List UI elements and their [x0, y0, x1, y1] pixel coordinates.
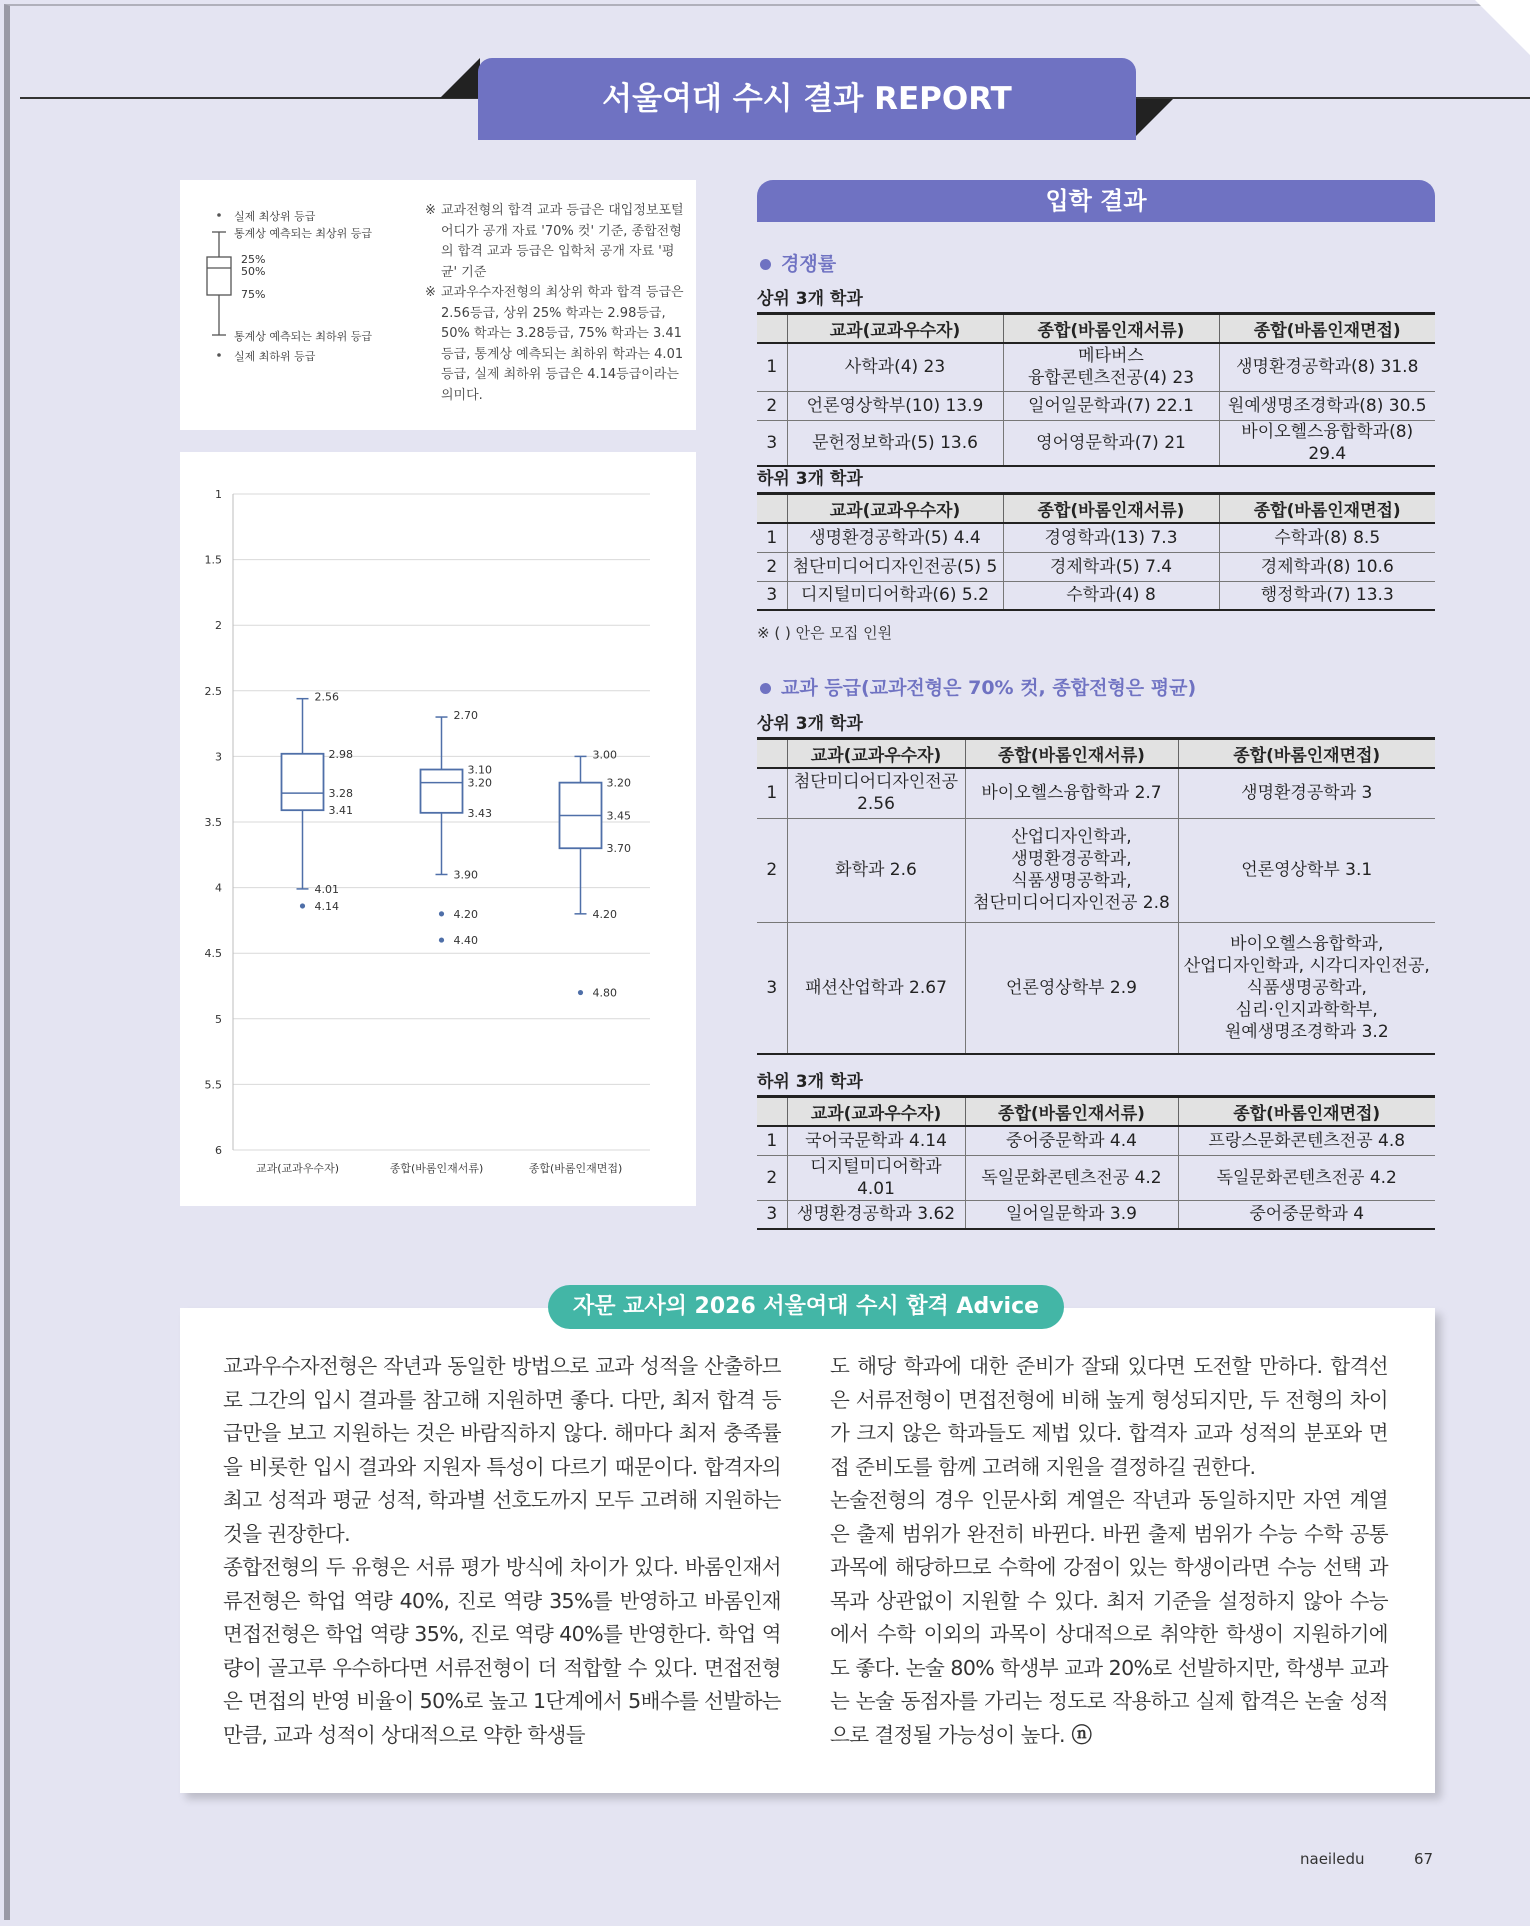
legend-q50: 50% [241, 265, 266, 278]
outlier-point [439, 911, 444, 916]
outlier-point [578, 990, 583, 995]
table-cell: 바이오헬스융합학과, 산업디자인학과, 시각디자인전공, 식품생명공학과, 심리·인지과학학부, 원예생명조경학과 3.2 [1178, 922, 1435, 1054]
footer-page-number: 67 [1414, 1850, 1434, 1868]
table-cell: 바이오헬스융합학과(8) 29.4 [1219, 420, 1435, 466]
column-header: 종합(바롬인재면접) [1219, 494, 1435, 524]
y-tick-label: 3 [215, 750, 222, 764]
rank-header [757, 739, 787, 769]
note-mark: ※ [425, 203, 436, 218]
competition-heading-text: 경쟁률 [781, 253, 837, 275]
table-cell: 경제학과(5) 7.4 [1003, 552, 1219, 581]
column-header: 교과(교과우수자) [787, 739, 965, 769]
legend-q25: 25% [241, 253, 266, 266]
table-cell: 화학과 2.6 [787, 818, 965, 922]
note-mark: ※ [425, 285, 436, 300]
column-header: 종합(바롬인재서류) [1003, 314, 1219, 344]
table-header-row [757, 1097, 1435, 1127]
table-cell: 원예생명조경학과(8) 30.5 [1219, 391, 1435, 420]
value-label: 2.70 [453, 709, 478, 723]
rank-cell: 1 [757, 523, 787, 552]
value-label: 4.14 [314, 899, 339, 913]
legend-actual-top: 실제 최상위 등급 [234, 210, 316, 223]
value-label: 3.20 [606, 776, 631, 790]
table-cell: 산업디자인학과, 생명환경공학과, 식품생명공학과, 첨단미디어디자인전공 2.8 [965, 818, 1178, 922]
legend-note-1: 교과전형의 합격 교과 등급은 대입정보포털 어디가 공개 자료 '70% 컷' 기준, 종합전형의 합격 교과 등급은 입학처 공개 자료 '평균' 기준 [441, 203, 684, 280]
table-row [757, 581, 1435, 610]
grades-top-table [757, 737, 1435, 1055]
table-cell: 생명환경공학과 3 [1178, 768, 1435, 818]
table-header-row [757, 739, 1435, 769]
table-cell: 경영학과(13) 7.3 [1003, 523, 1219, 552]
table-cell: 문헌정보학과(5) 13.6 [787, 420, 1003, 466]
column-header: 종합(바롬인재서류) [965, 739, 1178, 769]
bullet-dot [760, 259, 771, 270]
competition-note: ※ ( ) 안은 모집 인원 [757, 624, 893, 642]
table-cell: 행정학과(7) 13.3 [1219, 581, 1435, 610]
table-cell: 경제학과(8) 10.6 [1219, 552, 1435, 581]
value-label: 3.28 [328, 787, 353, 801]
competition-bottom-table [757, 492, 1435, 611]
page-corner-fold [1475, 0, 1530, 55]
column-header: 종합(바롬인재서류) [1003, 494, 1219, 524]
table-cell: 영어영문학과(7) 21 [1003, 420, 1219, 466]
table-cell: 첨단미디어디자인전공(5) 5 [787, 552, 1003, 581]
table-row [757, 1200, 1435, 1229]
value-label: 3.45 [606, 809, 631, 823]
x-category-label: 종합(바롬인재면접) [528, 1162, 623, 1175]
header-triangle-left [440, 58, 480, 98]
rank-cell: 2 [757, 552, 787, 581]
legend-predicted-bottom: 통계상 예측되는 최하위 등급 [234, 330, 373, 343]
rank-cell: 2 [757, 391, 787, 420]
table-cell: 독일문화콘텐츠전공 4.2 [965, 1155, 1178, 1200]
advice-left-column [223, 1350, 781, 1752]
y-tick-label: 3.5 [204, 816, 222, 829]
rank-cell: 1 [757, 768, 787, 818]
header-triangle-right [1133, 99, 1173, 139]
table-cell: 사학과(4) 23 [787, 343, 1003, 391]
rank-cell: 3 [757, 1200, 787, 1229]
column-header: 종합(바롬인재면접) [1219, 314, 1435, 344]
advice-right-column [830, 1350, 1388, 1752]
value-label: 4.40 [453, 934, 478, 948]
iqr-box [282, 754, 324, 810]
advice-paragraph: 논술전형의 경우 인문사회 계열은 작년과 동일하지만 자연 계열은 출제 범위가 완전히 바뀐다. 바뀐 출제 범위가 수능 수학 공통 과목에 해당하므로 수학에 강점이 있는 학생이라면 수능 선택 과목과 상관없이 지원할 수 있다. 최저 기준을 설정하지 않아 수능에서 수학 이외의 과목이 상대적으로 취약한 학생이 지원하기에도 좋다. 논술 80% 학생부 교과 20%로 선발하지만, 학생부 교과는 논술 동점자를 가리는 정도로 작용하고 실제 합격은 논술 성적으로 결정될 가능성이 높다. ⓝ [830, 1488, 1388, 1747]
table-cell: 언론영상학부 2.9 [965, 922, 1178, 1054]
table-cell: 언론영상학부(10) 13.9 [787, 391, 1003, 420]
column-header: 종합(바롬인재면접) [1178, 739, 1435, 769]
rank-cell: 2 [757, 818, 787, 922]
competition-top-table [757, 312, 1435, 467]
table-row [757, 1155, 1435, 1200]
grades-heading [760, 673, 1196, 700]
table-cell: 중어중문학과 4.4 [965, 1126, 1178, 1155]
value-label: 4.01 [314, 882, 339, 896]
column-header: 교과(교과우수자) [787, 494, 1003, 524]
table-header-row [757, 314, 1435, 344]
table-cell: 수학과(4) 8 [1003, 581, 1219, 610]
grades-bottom-table [757, 1095, 1435, 1230]
y-tick-label: 5.5 [204, 1078, 222, 1092]
column-header: 종합(바롬인재서류) [965, 1097, 1178, 1127]
table-row [757, 1126, 1435, 1155]
x-category-label: 종합(바롬인재서류) [389, 1162, 484, 1175]
table-row [757, 420, 1435, 466]
table-cell: 메타버스 융합콘텐츠전공(4) 23 [1003, 343, 1219, 391]
advice-paragraph: 도 해당 학과에 대한 준비가 잘돼 있다면 도전할 만하다. 합격선은 서류전형이 면접전형에 비해 높게 형성되지만, 두 전형의 차이가 크지 않은 학과들도 제법 있다. 합격자 교과 성적의 분포와 면접 준비도를 함께 고려해 지원을 결정하길 권한다. [830, 1354, 1388, 1479]
table-row [757, 343, 1435, 391]
table-cell: 국어국문학과 4.14 [787, 1126, 965, 1155]
table-row [757, 391, 1435, 420]
x-category-label: 교과(교과우수자) [256, 1162, 339, 1175]
legend-actual-bottom: 실제 최하위 등급 [234, 350, 316, 363]
table-cell: 프랑스문화콘텐츠전공 4.8 [1178, 1126, 1435, 1155]
rank-cell: 1 [757, 343, 787, 391]
rank-cell: 1 [757, 1126, 787, 1155]
y-tick-label: 5 [215, 1012, 222, 1026]
table-row [757, 818, 1435, 922]
y-tick-label: 2.5 [204, 684, 222, 698]
table-header-row [757, 494, 1435, 524]
footer-brand: naeiledu [1300, 1850, 1365, 1868]
legend-q75: 75% [241, 288, 266, 301]
table-cell: 디지털미디어학과 4.01 [787, 1155, 965, 1200]
advice-title: 자문 교사의 2026 서울여대 수시 합격 Advice [548, 1285, 1064, 1329]
column-header: 교과(교과우수자) [787, 1097, 965, 1127]
table-row [757, 768, 1435, 818]
value-label: 4.20 [592, 907, 617, 921]
legend-note-2: 교과우수자전형의 최상위 학과 합격 등급은 2.56등급, 상위 25% 학과는 2.98등급, 50% 학과는 3.28등급, 75% 학과는 3.41등급, 통계상 예측되는 최하위 학과는 4.01등급, 실제 최하위 등급은 4.14등급이라는 의미다. [441, 285, 684, 403]
advice-paragraph: 종합전형의 두 유형은 서류 평가 방식에 차이가 있다. 바롬인재서류전형은 학업 역량 40%, 진로 역량 35%를 반영하고 바롬인재면접전형은 학업 역량 35%, 진로 역량 40%를 반영한다. 학업 역량이 골고루 우수하다면 서류전형이 더 적합할 수 있다. 면접전형은 면접의 반영 비율이 50%로 높고 1단계에서 5배수를 선발하는 만큼, 교과 성적이 상대적으로 약한 학생들 [223, 1555, 781, 1747]
page-title: 서울여대 수시 결과 REPORT [478, 58, 1136, 140]
table-row [757, 922, 1435, 1054]
results-title: 입학 결과 [757, 180, 1435, 222]
table-cell: 언론영상학부 3.1 [1178, 818, 1435, 922]
value-label: 3.43 [467, 806, 492, 820]
column-header: 종합(바롬인재면접) [1178, 1097, 1435, 1127]
competition-bottom-label: 하위 3개 학과 [757, 469, 863, 489]
value-label: 3.20 [467, 776, 492, 790]
end-mark-icon: ⓝ [1064, 1722, 1092, 1747]
table-cell: 수학과(8) 8.5 [1219, 523, 1435, 552]
y-tick-label: 2 [215, 619, 222, 633]
value-label: 4.20 [453, 907, 478, 921]
rank-cell: 3 [757, 581, 787, 610]
rank-cell: 2 [757, 1155, 787, 1200]
column-header: 교과(교과우수자) [787, 314, 1003, 344]
table-cell: 생명환경공학과 3.62 [787, 1200, 965, 1229]
grades-bottom-label: 하위 3개 학과 [757, 1072, 863, 1092]
table-cell: 첨단미디어디자인전공 2.56 [787, 768, 965, 818]
value-label: 3.10 [467, 763, 492, 777]
value-label: 3.00 [592, 748, 617, 762]
table-cell: 디지털미디어학과(6) 5.2 [787, 581, 1003, 610]
grades-top-label: 상위 3개 학과 [757, 714, 863, 734]
value-label: 3.90 [453, 868, 478, 882]
grades-heading-text: 교과 등급(교과전형은 70% 컷, 종합전형은 평균) [781, 677, 1197, 699]
table-row [757, 523, 1435, 552]
legend-predicted-top: 통계상 예측되는 최상위 등급 [234, 227, 373, 240]
table-row [757, 552, 1435, 581]
legend-notes [425, 201, 685, 406]
rank-header [757, 314, 787, 344]
boxplot-legend [180, 180, 696, 430]
grade-boxplot-chart [180, 452, 696, 1206]
competition-top-label: 상위 3개 학과 [757, 289, 863, 309]
iqr-box [421, 770, 463, 813]
table-cell: 생명환경공학과(8) 31.8 [1219, 343, 1435, 391]
outlier-point [300, 903, 305, 908]
rank-header [757, 1097, 787, 1127]
table-cell: 생명환경공학과(5) 4.4 [787, 523, 1003, 552]
table-cell: 독일문화콘텐츠전공 4.2 [1178, 1155, 1435, 1200]
value-label: 3.70 [606, 842, 631, 856]
y-tick-label: 6 [215, 1144, 222, 1157]
bullet-dot [760, 683, 771, 694]
value-label: 3.41 [328, 804, 353, 818]
y-tick-label: 1 [215, 488, 222, 501]
rank-cell: 3 [757, 420, 787, 466]
rank-cell: 3 [757, 922, 787, 1054]
value-label: 2.56 [314, 690, 339, 704]
y-tick-label: 4 [215, 881, 222, 895]
value-label: 4.80 [592, 986, 617, 1000]
outlier-point [439, 937, 444, 942]
value-label: 2.98 [328, 747, 353, 761]
rank-header [757, 494, 787, 524]
y-tick-label: 4.5 [204, 947, 222, 961]
table-cell: 일어일문학과(7) 22.1 [1003, 391, 1219, 420]
competition-heading [760, 249, 836, 276]
table-cell: 바이오헬스융합학과 2.7 [965, 768, 1178, 818]
table-cell: 패션산업학과 2.67 [787, 922, 965, 1054]
table-cell: 일어일문학과 3.9 [965, 1200, 1178, 1229]
boxplot-svg [180, 452, 696, 1206]
y-tick-label: 1.5 [204, 553, 222, 567]
table-cell: 중어중문학과 4 [1178, 1200, 1435, 1229]
advice-paragraph: 교과우수자전형은 작년과 동일한 방법으로 교과 성적을 산출하므로 그간의 입시 결과를 참고해 지원하면 좋다. 다만, 최저 합격 등급만을 보고 지원하는 것은 바람직하지 않다. 해마다 최저 충족률을 비롯한 입시 결과와 지원자 특성이 다르기 때문이다. 합격자의 최고 성적과 평균 성적, 학과별 선호도까지 모두 고려해 지원하는 것을 권장한다. [223, 1354, 781, 1546]
